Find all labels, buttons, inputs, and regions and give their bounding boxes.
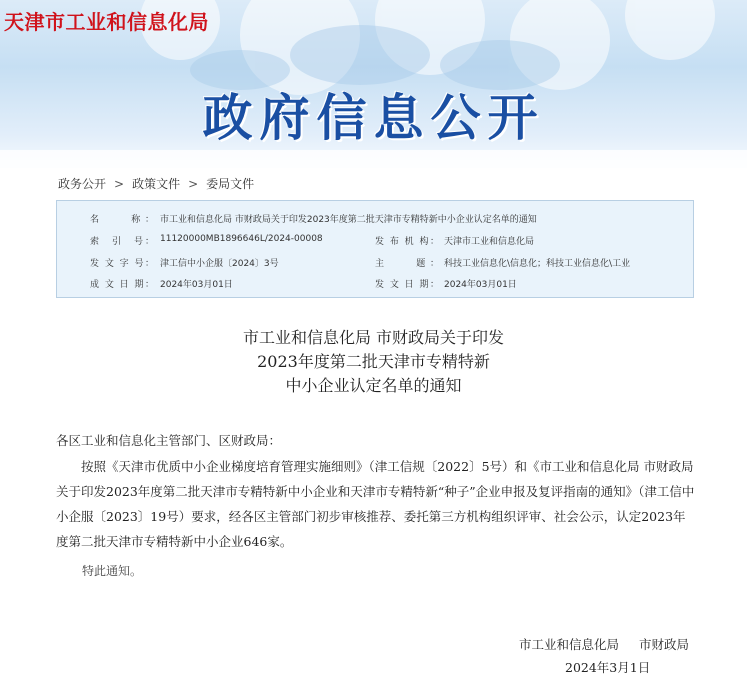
document-title [0,326,747,398]
document-info-table [56,200,694,298]
signatures [519,635,689,653]
published-value: 2024年03月01日 [444,280,517,290]
banner-title: 政府信息公开 [202,89,545,147]
breadcrumb-item-bureau-files[interactable]: 委局文件 [206,177,255,191]
index-value: 11120000MB1896646L/2024-00008 [160,234,323,244]
signer-finance-bureau: 市财政局 [639,637,690,652]
topic-value: 科技工业信息化\信息化；科技工业信息化\工业 [444,259,631,269]
breadcrumb-item-gov-affairs[interactable]: 政务公开 [58,177,107,191]
breadcrumb-separator: > [114,177,125,191]
issuer-value: 天津市工业和信息化局 [444,237,535,247]
header-banner [0,0,747,168]
breadcrumb-item-policy-files[interactable]: 政策文件 [132,177,181,191]
name-label: 名 称： [90,215,154,225]
index-label: 索 引 号： [90,237,154,247]
issuer-label: 发 布 机 构： [375,237,439,247]
salutation: 各区工业和信息化主管部门、区财政局： [56,433,282,448]
breadcrumb-separator: > [188,177,199,191]
site-name[interactable]: 天津市工业和信息化局 [4,10,209,34]
document-title-line: 2023年度第二批天津市专精特新 [257,352,490,371]
document-title-line: 市工业和信息化局 市财政局关于印发 [242,328,505,347]
closing-text: 特此通知。 [82,564,143,578]
docno-label: 发 文 字 号： [90,259,154,269]
topic-label: 主 题： [375,259,439,269]
document-date: 2024年3月1日 [565,660,651,675]
created-value: 2024年03月01日 [160,280,233,290]
body-paragraph: 按照《天津市优质中小企业梯度培育管理实施细则》（津工信规〔2022〕5号）和《市工业和信息化局 市财政局关于印发2023年度第二批天津市专精特新中小企业和天津市专精特新“种子”企业申报及复评指南的通知》（津工信中小企服〔2023〕19号）要求，经各区主管部门初步审核推荐、委托第三方机构组织评审、社会公示，认定2023年度第二批天津市专精特新中小企业646家。 [56,459,695,549]
published-label: 发 文 日 期： [375,280,439,290]
document-title-line: 中小企业认定名单的通知 [285,376,462,395]
docno-value: 津工信中小企服〔2024〕3号 [160,259,279,269]
created-label: 成 文 日 期： [90,280,154,290]
breadcrumb [58,175,254,192]
name-value: 市工业和信息化局 市财政局关于印发2023年度第二批天津市专精特新中小企业认定名单的通知 [160,215,537,225]
signer-industry-bureau: 市工业和信息化局 [519,637,620,652]
